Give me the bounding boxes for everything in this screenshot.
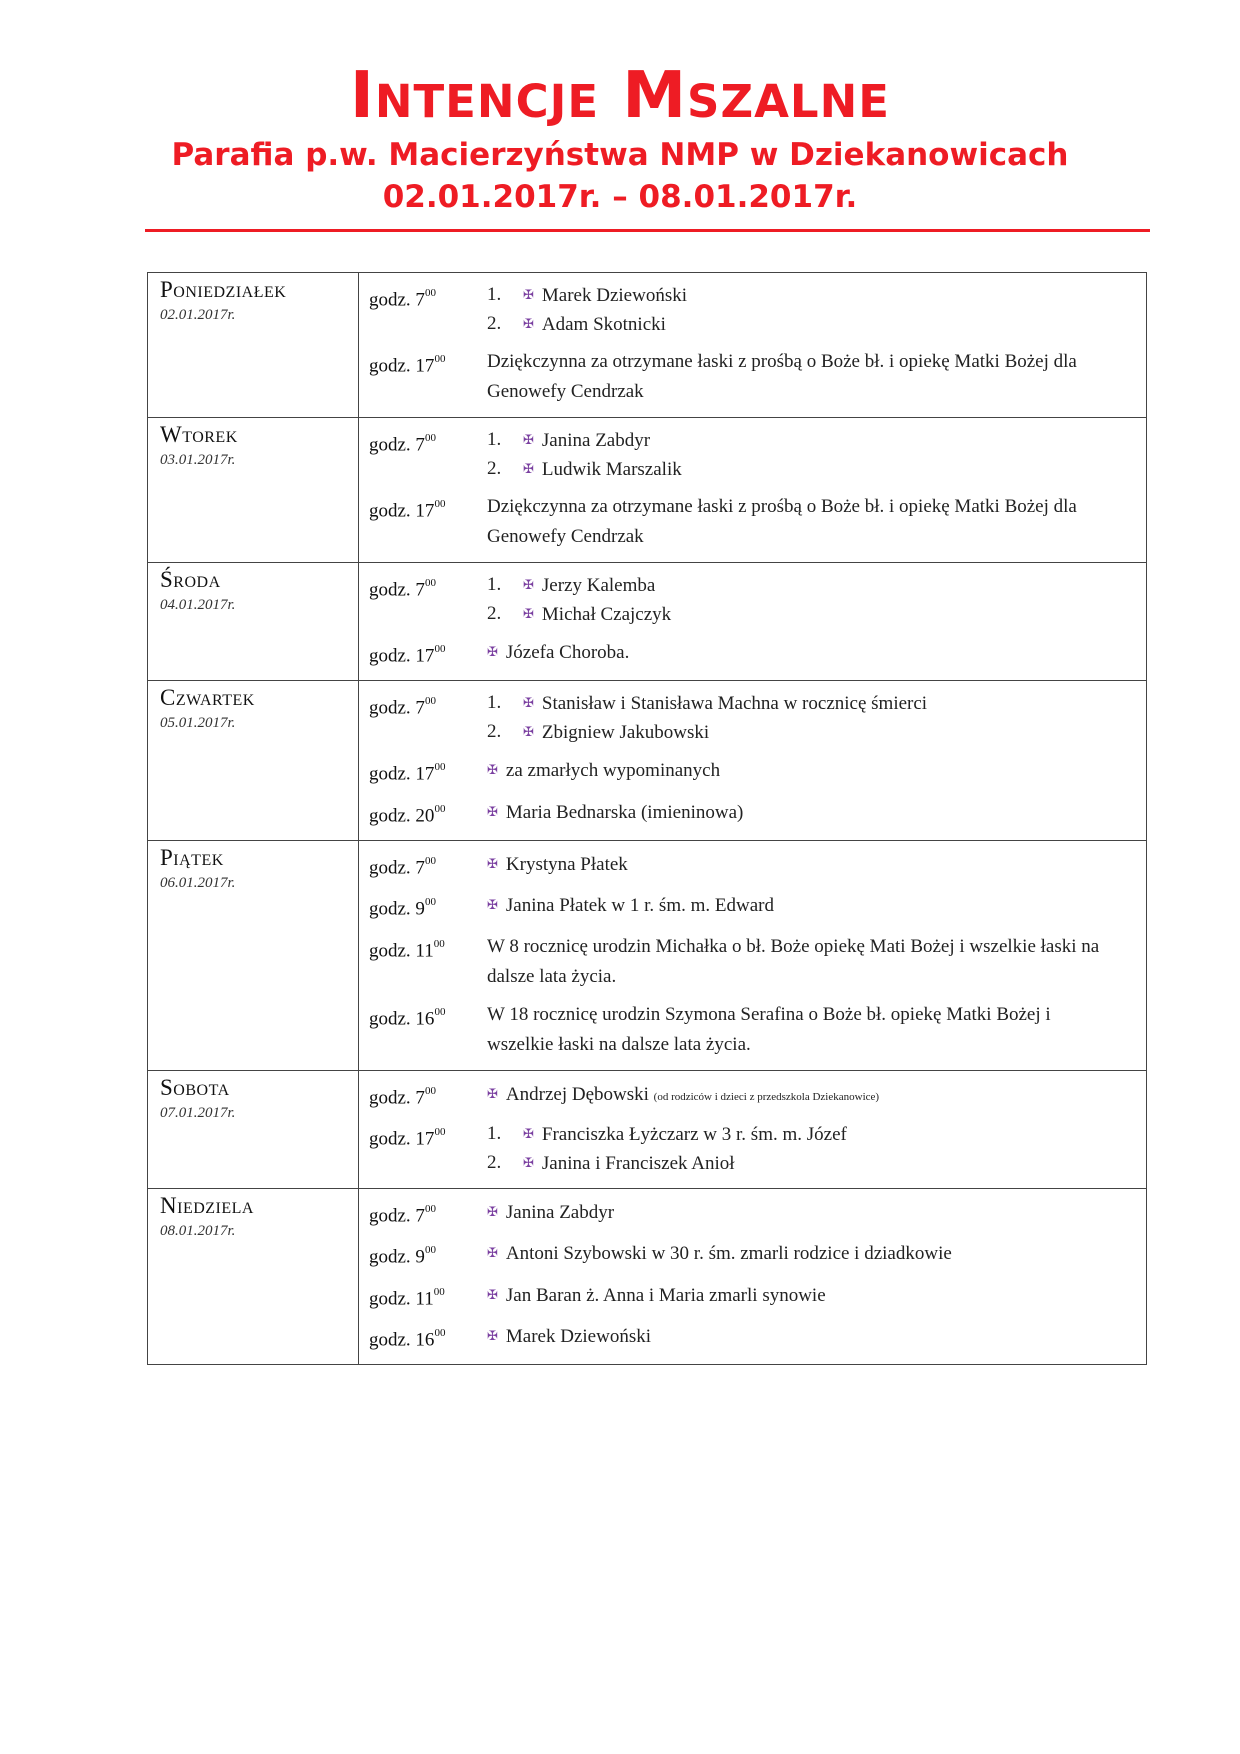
intention-item <box>487 347 1120 407</box>
mass-time-label: godz. 17 <box>369 1128 435 1150</box>
mass-time-label: godz. 7 <box>369 1205 425 1227</box>
day-name: Niedziela <box>160 1192 254 1218</box>
intention-content <box>487 1280 826 1311</box>
mass-entry <box>369 755 1120 788</box>
intention-item <box>487 890 1120 921</box>
day-cell <box>148 273 359 418</box>
day-date: 04.01.2017r. <box>160 597 236 613</box>
intentions <box>487 797 1120 828</box>
intention-content <box>487 1321 651 1352</box>
intention-item <box>487 600 1120 629</box>
mass-time-minutes: 00 <box>424 1084 436 1097</box>
intentions <box>487 1280 1120 1311</box>
mass-entry <box>369 637 1120 670</box>
intention-text: Janina Zabdyr <box>505 1201 615 1223</box>
intention-content <box>523 426 650 455</box>
day-row <box>148 273 1147 418</box>
intention-item <box>487 1197 1120 1228</box>
intention-item <box>487 1321 1120 1352</box>
intention-text: Zbigniew Jakubowski <box>541 722 710 744</box>
intention-item <box>487 755 1120 786</box>
cross-icon: ✠ <box>487 644 498 659</box>
intentions <box>487 689 1120 747</box>
mass-time-label: godz. 17 <box>369 645 435 667</box>
intention-text: Jerzy Kalemba <box>541 575 656 596</box>
intention-item <box>487 281 1120 310</box>
mass-time-minutes: 00 <box>424 577 436 589</box>
day-date: 02.01.2017r. <box>160 307 236 323</box>
intention-item <box>487 797 1120 828</box>
intention-content <box>523 571 655 600</box>
mass-time <box>369 797 487 830</box>
cross-icon: ✠ <box>487 897 498 913</box>
intentions <box>487 1000 1120 1060</box>
date-range: 02.01.2017r. – 08.01.2017r. <box>382 179 858 215</box>
mass-entry <box>369 1197 1120 1230</box>
day-date: 06.01.2017r. <box>160 874 236 891</box>
intention-note: (od rodziców i dzieci z przedszkola Dziekanowice) <box>653 1090 880 1103</box>
intention-item <box>487 310 1120 339</box>
mass-entry <box>369 797 1120 830</box>
cross-icon: ✠ <box>487 762 498 778</box>
intention-text: Dziękczynna za otrzymane łaski z prośbą o Boże bł. i opiekę Matki Bożej dla Genowefy Cendrzak <box>487 351 1077 402</box>
intentions <box>487 637 1120 668</box>
mass-time-minutes: 00 <box>424 432 436 444</box>
mass-time-label: godz. 20 <box>369 804 435 826</box>
intention-text: Józefa Choroba. <box>505 642 630 663</box>
intention-item <box>487 718 1120 747</box>
intentions <box>487 1197 1120 1228</box>
intention-content <box>523 1149 735 1178</box>
mass-entry <box>369 689 1120 747</box>
intention-content <box>523 1120 847 1149</box>
intention-content <box>487 1238 952 1269</box>
mass-time-label: godz. 7 <box>369 289 425 311</box>
intention-content <box>487 1197 614 1228</box>
mass-time <box>369 755 487 788</box>
intention-text: Maria Bednarska (imieninowa) <box>505 801 744 823</box>
mass-entry <box>369 1280 1120 1313</box>
mass-entry <box>369 571 1120 629</box>
intention-text: Dziękczynna za otrzymane łaski z prośbą o Boże bł. i opiekę Matki Bożej dla Genowefy Cendrzak <box>487 496 1077 547</box>
intention-text: Jan Baran ż. Anna i Maria zmarli synowie <box>505 1284 826 1306</box>
mass-time <box>369 1079 487 1112</box>
intention-content <box>487 890 774 921</box>
mass-time-minutes: 00 <box>434 498 446 510</box>
day-name: Wtorek <box>160 422 238 447</box>
mass-time-minutes: 00 <box>424 695 436 708</box>
day-date: 05.01.2017r. <box>160 715 236 732</box>
cross-icon: ✠ <box>487 1245 498 1261</box>
mass-entry <box>369 932 1120 992</box>
cross-icon: ✠ <box>487 1085 498 1101</box>
day-cell <box>148 1188 359 1364</box>
intention-content <box>487 637 629 668</box>
intentions <box>487 281 1120 339</box>
mass-time-minutes: 00 <box>434 353 446 365</box>
mass-time <box>369 849 487 882</box>
mass-time <box>369 1000 487 1033</box>
intention-text: Franciszka Łyżczarz w 3 r. śm. m. Józef <box>541 1123 847 1145</box>
mass-time-label: godz. 11 <box>369 1287 434 1309</box>
mass-entry <box>369 1321 1120 1354</box>
header-divider <box>145 229 1150 232</box>
cross-icon: ✠ <box>523 606 534 621</box>
intention-number: 2. <box>487 721 502 743</box>
intention-item <box>487 932 1120 992</box>
masses-cell <box>359 563 1147 681</box>
intention-content <box>487 492 1120 552</box>
intention-number: 1. <box>487 692 502 714</box>
intention-text: Marek Dziewoński <box>541 285 688 306</box>
intention-item <box>487 689 1120 718</box>
day-cell <box>148 1070 359 1188</box>
cross-icon: ✠ <box>487 855 498 871</box>
intention-content <box>523 600 671 629</box>
parish-name: Parafia p.w. Macierzyństwa NMP w Dziekanowicach <box>171 137 1069 173</box>
cross-icon: ✠ <box>523 461 534 476</box>
mass-time <box>369 1238 487 1271</box>
mass-time <box>369 689 487 722</box>
mass-time <box>369 426 487 459</box>
day-name: Sobota <box>160 1074 230 1100</box>
intention-item <box>487 1120 1120 1149</box>
mass-time-minutes: 00 <box>434 1005 446 1018</box>
day-row <box>148 840 1147 1070</box>
day-row <box>148 1070 1147 1188</box>
intentions <box>487 890 1120 921</box>
intentions <box>487 755 1120 786</box>
mass-time-minutes: 00 <box>434 802 446 815</box>
intentions <box>487 932 1120 992</box>
day-name: Czwartek <box>160 685 255 711</box>
cross-icon: ✠ <box>523 695 534 711</box>
intention-text: Antoni Szybowski w 30 r. śm. zmarli rodzice i dziadkowie <box>505 1243 952 1265</box>
mass-time-label: godz. 17 <box>369 355 435 377</box>
page-header <box>0 58 1240 218</box>
intention-text: Adam Skotnicki <box>541 314 666 335</box>
mass-entry <box>369 1120 1120 1178</box>
intention-item <box>487 1000 1120 1060</box>
mass-time <box>369 1120 487 1153</box>
intention-number: 1. <box>487 1122 502 1144</box>
intention-text: Ludwik Marszalik <box>541 459 682 480</box>
intention-content <box>487 1079 879 1112</box>
cross-icon: ✠ <box>523 1125 534 1141</box>
intentions <box>487 1079 1120 1112</box>
intention-number: 2. <box>487 458 502 479</box>
mass-time-label: godz. 17 <box>369 763 435 785</box>
mass-time <box>369 932 487 965</box>
cross-icon: ✠ <box>523 1154 534 1170</box>
intention-number: 1. <box>487 284 502 305</box>
day-date: 03.01.2017r. <box>160 452 236 468</box>
intention-number: 2. <box>487 1151 502 1173</box>
intention-content <box>523 281 687 310</box>
mass-time-minutes: 00 <box>424 1244 436 1257</box>
mass-time <box>369 1321 487 1354</box>
cross-icon: ✠ <box>487 1327 498 1343</box>
schedule-body <box>148 273 1147 1365</box>
intention-item <box>487 571 1120 600</box>
intentions <box>487 347 1120 407</box>
masses-cell <box>359 273 1147 418</box>
mass-time-minutes: 00 <box>433 937 445 950</box>
day-name: Poniedziałek <box>160 277 287 302</box>
masses-cell <box>359 840 1147 1070</box>
day-cell <box>148 840 359 1070</box>
day-cell <box>148 681 359 841</box>
mass-time-label: godz. 16 <box>369 1007 435 1029</box>
intention-content <box>487 347 1120 407</box>
mass-entry <box>369 1000 1120 1060</box>
mass-time-label: godz. 7 <box>369 1086 425 1108</box>
mass-time <box>369 347 487 380</box>
mass-time-label: godz. 16 <box>369 1329 435 1351</box>
mass-time-label: godz. 9 <box>369 1246 425 1268</box>
intention-text: Stanisław i Stanisława Machna w rocznicę śmierci <box>541 693 928 715</box>
mass-time-minutes: 00 <box>424 854 436 867</box>
cross-icon: ✠ <box>523 316 534 331</box>
mass-entry <box>369 426 1120 484</box>
mass-time-minutes: 00 <box>434 643 446 655</box>
masses-cell <box>359 1070 1147 1188</box>
intention-content <box>487 849 628 880</box>
cross-icon: ✠ <box>487 1286 498 1302</box>
intentions <box>487 492 1120 552</box>
intentions <box>487 426 1120 484</box>
mass-time-minutes: 00 <box>434 1326 446 1339</box>
mass-entry <box>369 1079 1120 1112</box>
mass-entry <box>369 849 1120 882</box>
mass-entry <box>369 890 1120 923</box>
cross-icon: ✠ <box>523 287 534 302</box>
intention-item <box>487 1280 1120 1311</box>
intention-text: Janina Płatek w 1 r. śm. m. Edward <box>505 895 774 917</box>
mass-time-minutes: 00 <box>434 1125 446 1138</box>
intention-text: Janina Zabdyr <box>541 430 651 451</box>
intention-content <box>487 755 720 786</box>
mass-time-minutes: 00 <box>424 1202 436 1215</box>
intention-text: W 18 rocznicę urodzin Szymona Serafina o Boże bł. opiekę Matki Bożej i wszelkie łaski na dalsze lata życia. <box>487 1003 1051 1055</box>
intention-content <box>487 932 1120 992</box>
intention-text: Michał Czajczyk <box>541 604 672 625</box>
mass-entry <box>369 281 1120 339</box>
intentions <box>487 571 1120 629</box>
mass-entry <box>369 347 1120 407</box>
day-name: Piątek <box>160 844 224 870</box>
intention-item <box>487 492 1120 552</box>
cross-icon: ✠ <box>523 432 534 447</box>
day-date: 08.01.2017r. <box>160 1222 236 1239</box>
intention-item <box>487 455 1120 484</box>
intentions <box>487 1238 1120 1269</box>
masses-cell <box>359 681 1147 841</box>
intention-content <box>523 310 666 339</box>
day-row <box>148 681 1147 841</box>
cross-icon: ✠ <box>487 803 498 819</box>
day-row <box>148 1188 1147 1364</box>
page-title: Intencje Mszalne <box>350 59 890 133</box>
intention-text: W 8 rocznicę urodzin Michałka o bł. Boże opiekę Mati Bożej i wszelkie łaski na dalsze lata życia. <box>487 935 1100 987</box>
cross-icon: ✠ <box>487 1203 498 1219</box>
mass-time <box>369 890 487 923</box>
mass-time <box>369 281 487 314</box>
day-row <box>148 563 1147 681</box>
mass-time-label: godz. 7 <box>369 857 425 879</box>
mass-time-label: godz. 11 <box>369 939 434 961</box>
intention-item <box>487 1149 1120 1178</box>
intention-content <box>523 455 682 484</box>
day-date: 07.01.2017r. <box>160 1104 236 1121</box>
intention-content <box>523 718 709 747</box>
mass-time-minutes: 00 <box>434 761 446 774</box>
intention-text: za zmarłych wypominanych <box>505 760 721 782</box>
mass-time-label: godz. 7 <box>369 579 425 601</box>
mass-time-label: godz. 7 <box>369 697 425 719</box>
intention-text: Krystyna Płatek <box>505 853 628 875</box>
intention-number: 2. <box>487 603 502 624</box>
intentions <box>487 849 1120 880</box>
mass-time-label: godz. 17 <box>369 500 435 522</box>
intention-text: Janina i Franciszek Anioł <box>541 1152 735 1174</box>
mass-time <box>369 571 487 604</box>
intention-item <box>487 849 1120 880</box>
mass-time-label: godz. 9 <box>369 898 425 920</box>
mass-time <box>369 1280 487 1313</box>
mass-time-minutes: 00 <box>424 287 436 299</box>
day-name: Środa <box>160 567 221 592</box>
day-cell <box>148 563 359 681</box>
masses-cell <box>359 1188 1147 1364</box>
mass-time <box>369 492 487 525</box>
intention-text: Andrzej Dębowski <box>505 1083 654 1105</box>
mass-time-minutes: 00 <box>424 896 436 909</box>
cross-icon: ✠ <box>523 724 534 740</box>
mass-entry <box>369 492 1120 552</box>
intention-item <box>487 426 1120 455</box>
intention-number: 2. <box>487 313 502 334</box>
day-row <box>148 418 1147 563</box>
mass-time <box>369 637 487 670</box>
mass-entry <box>369 1238 1120 1271</box>
intention-item <box>487 1238 1120 1269</box>
masses-cell <box>359 418 1147 563</box>
intention-number: 1. <box>487 429 502 450</box>
mass-schedule-table <box>147 272 1147 1365</box>
intentions <box>487 1120 1120 1178</box>
mass-time <box>369 1197 487 1230</box>
mass-time-minutes: 00 <box>433 1285 445 1298</box>
intentions <box>487 1321 1120 1352</box>
intention-item <box>487 637 1120 668</box>
cross-icon: ✠ <box>523 577 534 592</box>
intention-content <box>487 797 743 828</box>
intention-text: Marek Dziewoński <box>505 1325 652 1347</box>
intention-number: 1. <box>487 574 502 595</box>
mass-time-label: godz. 7 <box>369 434 425 456</box>
day-cell <box>148 418 359 563</box>
intention-content <box>523 689 927 718</box>
intention-item <box>487 1079 1120 1112</box>
intention-content <box>487 1000 1120 1060</box>
